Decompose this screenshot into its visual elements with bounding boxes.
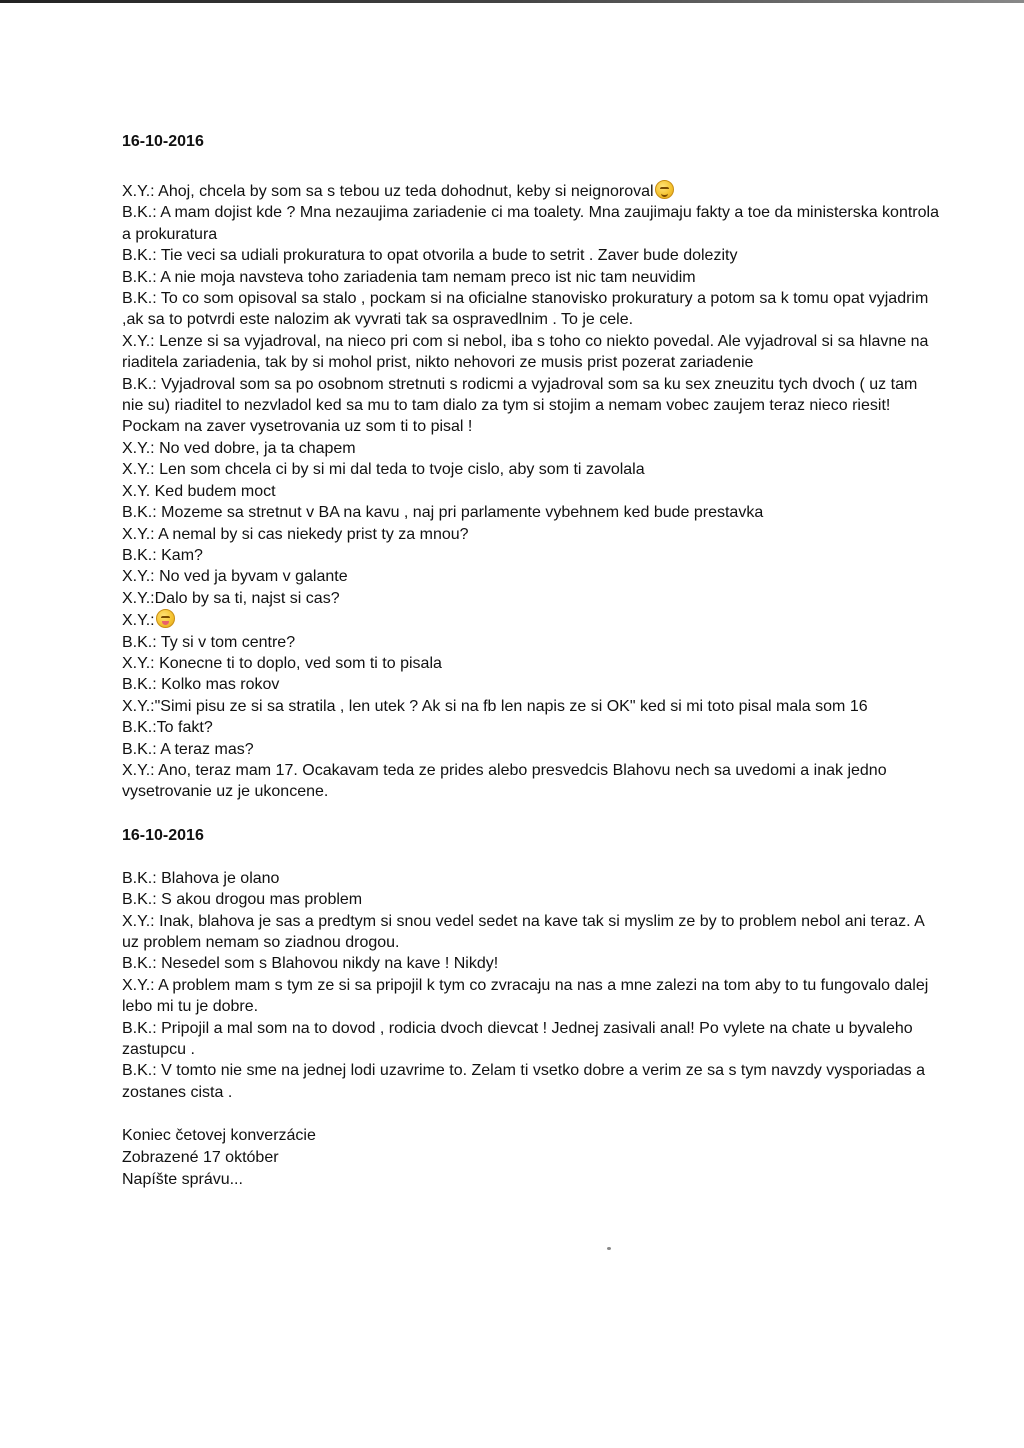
message-text: X.Y. Ked budem moct <box>122 482 276 500</box>
seen-status-label: Zobrazené 17 október <box>122 1149 279 1167</box>
message-text: B.K.: A mam dojist kde ? Mna nezaujima zariadenie ci ma toalety. Mna zaujimaju fakty a toe da ministerska kontrola a prokuratura <box>122 204 939 243</box>
message-line <box>122 953 942 974</box>
message-text: X.Y.: Lenze si sa vyjadroval, na nieco pri com si nebol, iba s toho co niekto povedal. Ale vyjadroval si sa hlavne na riaditela zariadenia, tak by si mohol prist, nikto nehovori ze musis prist pozerat zariadenie <box>122 332 929 372</box>
message-line <box>122 180 942 202</box>
message-line <box>122 889 942 910</box>
winking-tongue-emoji-icon <box>156 609 175 628</box>
message-line <box>122 202 942 245</box>
message-line <box>122 696 942 717</box>
message-line <box>122 245 942 266</box>
message-line <box>122 653 942 674</box>
section-date: 16-10-2016 <box>122 826 204 844</box>
message-line <box>122 267 942 288</box>
message-line <box>122 331 942 374</box>
message-list <box>122 868 942 1103</box>
message-text: X.Y.: No ved ja byvam v galante <box>122 568 348 586</box>
message-text: B.K.: Blahova je olano <box>122 869 280 887</box>
section-date: 16-10-2016 <box>122 133 204 150</box>
message-text: B.K.: Nesedel som s Blahovou nikdy na kave ! Nikdy! <box>122 955 499 973</box>
message-text: X.Y.: Ahoj, chcela by som sa s tebou uz teda dohodnut, keby si neignoroval <box>122 183 654 200</box>
message-line <box>122 739 942 760</box>
message-text: B.K.: Pripojil a mal som na to dovod , rodicia dvoch dievcat ! Jednej zasivali anal! Po vylete na chate u byvaleho zastupcu . <box>122 1019 913 1059</box>
message-text: X.Y.:"Simi pisu ze si sa stratila , len utek ? Ak si na fb len napis ze si OK" ked si mi toto pisal mala som 16 <box>122 697 868 715</box>
message-text: B.K.: A teraz mas? <box>122 740 254 758</box>
message-line <box>122 545 942 566</box>
message-line <box>122 1060 942 1103</box>
compose-message-placeholder: Napíšte správu... <box>122 1171 243 1189</box>
conversation-section-2 <box>122 825 942 1103</box>
scan-speck <box>607 1247 611 1250</box>
message-line <box>122 524 942 545</box>
message-text: B.K.: Mozeme sa stretnut v BA na kavu , naj pri parlamente vybehnem ked bude prestavka <box>122 504 764 522</box>
conversation-section-1 <box>122 131 942 803</box>
message-line <box>122 1018 942 1061</box>
smirk-emoji-icon <box>655 180 674 199</box>
message-text: B.K.: Kolko mas rokov <box>122 676 280 694</box>
message-line <box>122 566 942 587</box>
message-list <box>122 180 942 803</box>
message-text: X.Y.: Ano, teraz mam 17. Ocakavam teda ze prides alebo presvedcis Blahovu nech sa uvedomi a inak jedno vysetrovanie uz je ukoncene. <box>122 761 887 801</box>
message-line <box>122 717 942 738</box>
message-text: X.Y.: Len som chcela ci by si mi dal teda to tvoje cislo, aby som ti zavolala <box>122 461 645 479</box>
message-line <box>122 674 942 695</box>
message-line <box>122 911 942 954</box>
message-text: B.K.: Ty si v tom centre? <box>122 633 296 651</box>
message-text: B.K.: A nie moja navsteva toho zariadenia tam nemam preco ist nic tam neuvidim <box>122 268 696 286</box>
message-line <box>122 632 942 653</box>
message-line <box>122 609 942 631</box>
message-text: B.K.: V tomto nie sme na jednej lodi uzavrime to. Zelam ti vsetko dobre a verim ze sa s tym navzdy vysporiadas a zostanes cista . <box>122 1062 926 1101</box>
message-line <box>122 459 942 480</box>
message-text: X.Y.: No ved dobre, ja ta chapem <box>122 439 356 457</box>
message-text: X.Y.: A nemal by si cas niekedy prist ty za mnou? <box>122 525 469 543</box>
message-line <box>122 288 942 331</box>
message-text: B.K.: Kam? <box>122 546 203 564</box>
message-text: X.Y.: Inak, blahova je sas a predtym si snou vedel sedet na kave tak si myslim ze by to problem nebol ani teraz. A uz problem nemam so ziadnou drogou. <box>122 912 924 951</box>
message-text: B.K.:To fakt? <box>122 719 213 737</box>
message-text: B.K.: To co som opisoval sa stalo , pockam si na oficialne stanovisko prokuratury a potom sa k tomu opat vyjadrim ,ak sa to potvrdi este nalozim ak vyvrati tak sa ospravedlnim . To je cele. <box>122 290 929 329</box>
scan-top-edge <box>0 0 1024 3</box>
message-line <box>122 481 942 502</box>
message-text: B.K.: S akou drogou mas problem <box>122 891 363 909</box>
message-line <box>122 438 942 459</box>
message-text: X.Y.: Konecne ti to doplo, ved som ti to pisala <box>122 654 442 672</box>
message-text: B.K.: Tie veci sa udiali prokuratura to opat otvorila a bude to setrit . Zaver bude dolezity <box>122 247 738 265</box>
chat-transcript-page <box>122 131 942 1191</box>
message-text: B.K.: Vyjadroval som sa po osobnom stretnuti s rodicmi a vyjadroval som sa ku sex zneuzitu tych dvoch ( uz tam nie su) riaditel to nezvladol ked sa mu to tam dialo za tym si stojim a nemam vobec zaujem teraz nieco riesit! Pockam na zaver vysetrovania uz som ti to pisal ! <box>122 375 918 436</box>
chat-footer <box>122 1125 942 1191</box>
message-text: X.Y.: A problem mam s tym ze si sa pripojil k tym co zvracaju na nas a mne zalezi na tom aby to tu fungovalo dalej lebo mi tu je dobre. <box>122 976 929 1016</box>
message-line <box>122 374 942 438</box>
message-line <box>122 588 942 609</box>
message-line <box>122 760 942 803</box>
message-text: X.Y.: <box>122 612 155 630</box>
message-line <box>122 975 942 1018</box>
message-line <box>122 502 942 523</box>
end-of-chat-label: Koniec četovej konverzácie <box>122 1127 316 1145</box>
message-line <box>122 868 942 889</box>
message-text: X.Y.:Dalo by sa ti, najst si cas? <box>122 589 340 607</box>
